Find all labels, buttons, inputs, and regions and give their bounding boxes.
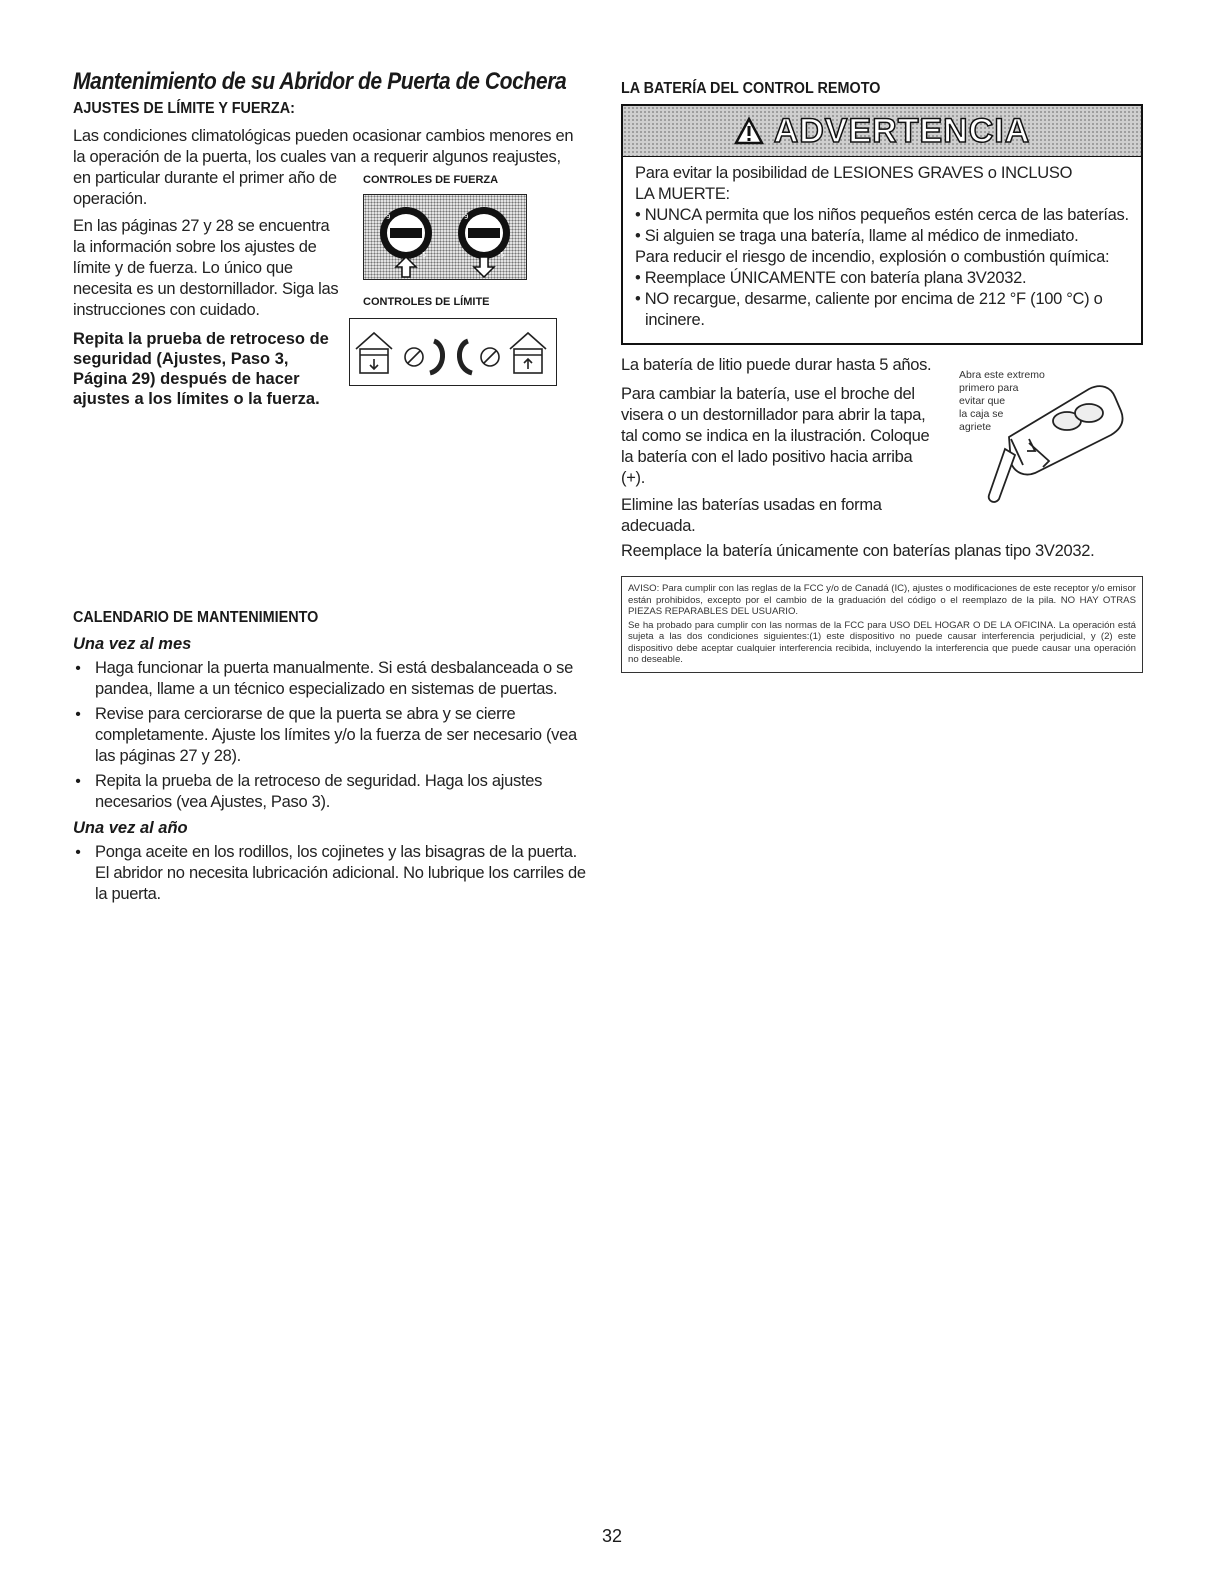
remote-caption-2: primero para	[959, 382, 1019, 394]
remote-caption-1: Abra este extremo	[959, 369, 1045, 381]
svg-text:5: 5	[422, 251, 427, 259]
warning-body	[623, 157, 1141, 343]
repeat-test-note: Repita la prueba de retroceso de seguridad (Ajustes, Paso 3, Página 29) después de hacer ajustes a los límites o la fuerza.	[73, 330, 329, 408]
warning-line-2: LA MUERTE:	[635, 185, 730, 203]
list-item: • Ponga aceite en los rodillos, los cojinetes y las bisagras de la puerta. El abridor no necesita lubricación adicional. No lubrique los carriles de la puerta.	[75, 843, 586, 903]
list-item: • Revise para cerciorarse de que la puerta se abra y se cierre completamente. Ajuste los límites y/o la fuerza de ser necesario (vea las páginas 27 y 28).	[75, 705, 577, 765]
limit-controls-caption: CONTROLES DE LÍMITE	[363, 296, 490, 308]
intro-line-4: operación.	[73, 190, 148, 208]
warning-title: ADVERTENCIA	[773, 111, 1031, 150]
schedule-heading: CALENDARIO DE MANTENIMIENTO	[73, 609, 319, 626]
right-column	[621, 80, 1143, 673]
fcc-notice	[621, 576, 1143, 673]
svg-text:9: 9	[464, 213, 469, 221]
yearly-list	[73, 842, 595, 905]
monthly-heading: Una vez al mes	[73, 635, 192, 653]
warning-bullet-3: • Reemplace ÚNICAMENTE con batería plana 3V2032.	[635, 269, 1027, 287]
warning-triangle-icon	[734, 117, 764, 145]
intro-line-2: la operación de la puerta, los cuales van a requerir algunos reajustes,	[73, 148, 561, 166]
warning-box	[621, 104, 1143, 345]
warning-banner	[623, 106, 1141, 157]
warning-line-3: Para reducir el riesgo de incendio, explosión o combustión química:	[635, 248, 1110, 266]
fcc-notice-paragraph-1: AVISO: Para cumplir con las reglas de la FCC y/o de Canadá (IC), ajustes o modificaciones de este receptor y/o emisor están prohibidos, excepto por el cambio de la graduación del código o el reemplazo de la pila. NO HAY OTRAS PIEZAS REPARABLES DEL USUARIO.	[628, 583, 1136, 617]
left-column	[73, 68, 595, 909]
battery-heading: LA BATERÍA DEL CONTROL REMOTO	[621, 80, 881, 97]
yearly-heading: Una vez al año	[73, 819, 188, 837]
page-title: Mantenimiento de su Abridor de Puerta de Cochera	[73, 68, 567, 95]
fcc-notice-paragraph-2: Se ha probado para cumplir con las normas de la FCC para USO DEL HOGAR O DE LA OFICINA. La operación está sujeta a las dos condiciones siguientes:(1) este dispositivo no puede causar interferencia perjudicial, y (2) este dispositivo debe aceptar cualquier interferencia recibida, incluyendo la interferencia que puede causar una operación no deseable.	[628, 619, 1136, 665]
list-item: • Haga funcionar la puerta manualmente. Si está desbalanceada o se pandea, llame a un técnico especializado en sistemas de puertas.	[75, 659, 573, 698]
battery-replace-text: Reemplace la batería únicamente con baterías planas tipo 3V2032.	[621, 542, 1095, 560]
battery-life-text: La batería de litio puede durar hasta 5 años.	[621, 356, 932, 374]
remote-illustration	[949, 355, 1143, 505]
pages-info-text: En las páginas 27 y 28 se encuentra la información sobre los ajustes de límite y de fuerza. Lo único que necesita es un destornillador. Siga las instrucciones con cuidado.	[73, 217, 339, 319]
warning-line-1: Para evitar la posibilidad de LESIONES GRAVES o INCLUSO	[635, 164, 1073, 182]
monthly-list	[73, 658, 595, 813]
remote-caption-4: la caja se	[959, 408, 1004, 420]
intro-line-1: Las condiciones climatológicas pueden ocasionar cambios menores en	[73, 127, 574, 145]
svg-text:5: 5	[500, 251, 505, 259]
warning-bullet-4: • NO recargue, desarme, caliente por encima de 212 °F (100 °C) o incinere.	[635, 290, 1103, 329]
force-dial-icon	[458, 207, 510, 277]
remote-control-icon	[949, 355, 1143, 505]
limit-force-heading: AJUSTES DE LÍMITE Y FUERZA:	[73, 100, 295, 117]
remote-caption-5: agriete	[959, 421, 992, 433]
page-number: 32	[601, 1526, 623, 1546]
battery-change-text: Para cambiar la batería, use el broche del visera o un destornillador para abrir la tapa, tal como se indica en la ilustración. Coloque la batería con el lado positivo hacia arriba (+).	[621, 385, 930, 487]
limit-screw-icon	[405, 341, 499, 373]
force-dial-icon	[380, 207, 432, 277]
warning-bullet-2: • Si alguien se traga una batería, llame al médico de inmediato.	[635, 227, 1079, 245]
force-controls-caption: CONTROLES DE FUERZA	[363, 174, 499, 186]
garage-down-icon	[356, 333, 392, 373]
intro-line-3: en particular durante el primer año de	[73, 169, 337, 187]
svg-text:9: 9	[386, 213, 391, 221]
garage-up-icon	[510, 333, 546, 373]
remote-caption-3: evitar que	[959, 395, 1006, 407]
limit-controls-figure	[349, 318, 557, 386]
warning-bullet-1: • NUNCA permita que los niños pequeños estén cerca de las baterías.	[635, 206, 1129, 224]
force-controls-figure	[363, 194, 527, 280]
list-item: • Repita la prueba de la retroceso de seguridad. Haga los ajustes necesarios (vea Ajustes, Paso 3).	[75, 772, 543, 811]
battery-dispose-text: Elimine las baterías usadas en forma adecuada.	[621, 496, 882, 535]
